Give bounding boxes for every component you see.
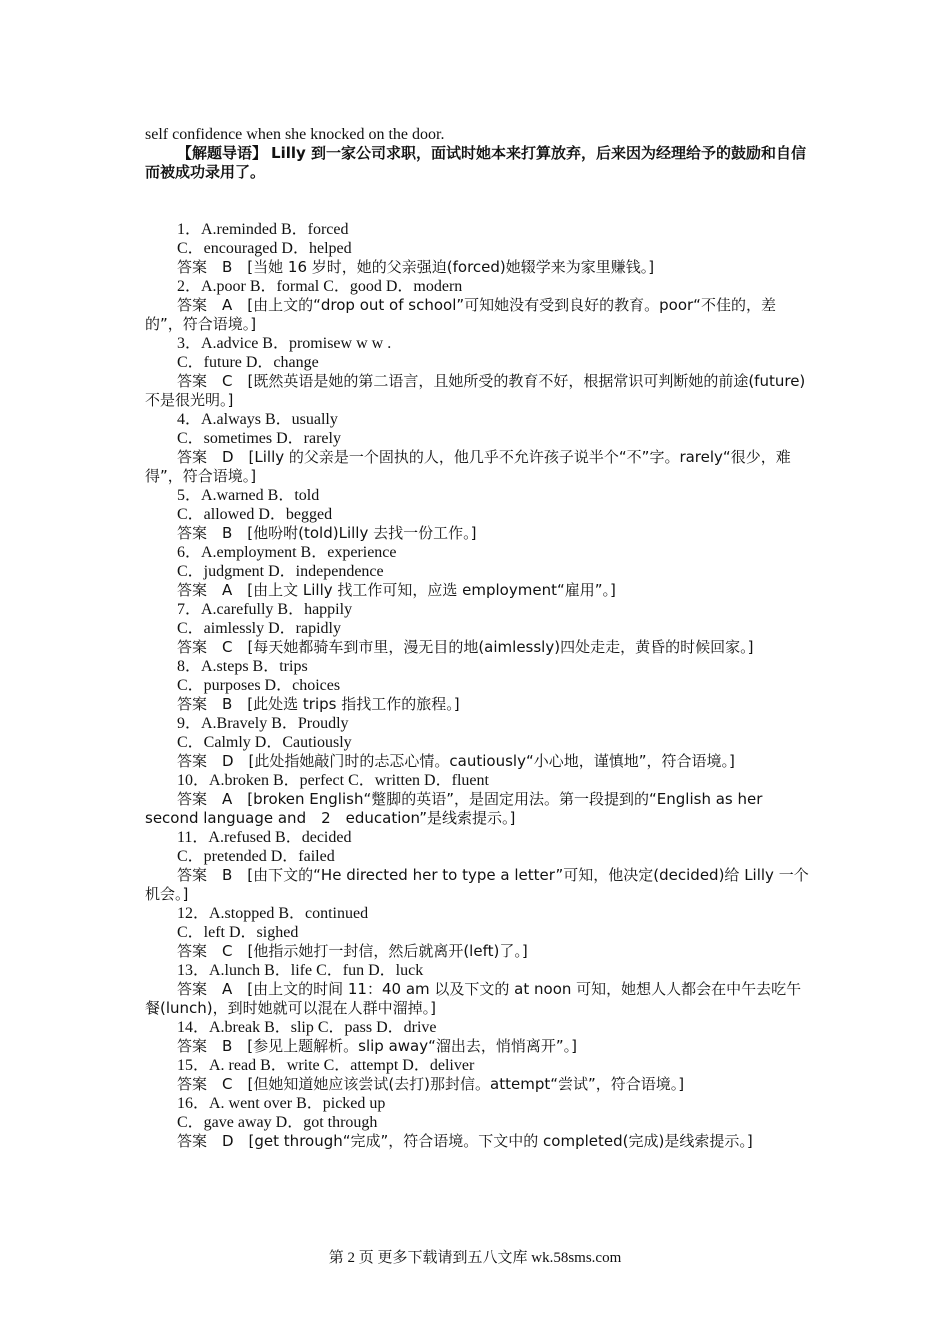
question-item (145, 771, 810, 828)
question-item (145, 334, 810, 410)
question-options: C．aimlessly D．rapidly (177, 620, 341, 637)
question-item (145, 904, 810, 961)
question-options: 3．A.advice B．promisew w w . (177, 335, 392, 352)
question-options: 14．A.break B．slip C．pass D．drive (177, 1019, 437, 1036)
question-item (145, 828, 810, 904)
question-item (145, 714, 810, 771)
guide-text: Lilly 到一家公司求职，面试时她本来打算放弃，后来因为经理给予的鼓励和自信而被成功录用了。 (145, 144, 807, 181)
question-item (145, 220, 810, 277)
question-list (145, 220, 810, 1151)
answer-explanation: 答案 B [他吩咐(told)Lilly 去找一份工作。] (177, 524, 477, 542)
question-options: 8．A.steps B．trips (177, 658, 308, 675)
answer-explanation: 答案 C [但她知道她应该尝试(去打)那封信。attempt“尝试”，符合语境。] (177, 1075, 685, 1093)
document-content (145, 125, 810, 1151)
spacer (145, 182, 810, 220)
answer-explanation: 答案 A [broken English“蹩脚的英语”，是固定用法。第一段提到的“English as her second language and 2 education”是线索提示。] (145, 790, 763, 827)
answer-explanation: 答案 B [当她 16 岁时，她的父亲强迫(forced)她辍学来为家里赚钱。] (177, 258, 655, 276)
question-options: C．pretended D．failed (177, 848, 335, 865)
question-options: 5．A.warned B．told (177, 487, 320, 504)
answer-explanation: 答案 D [此处指她敲门时的忐忑心情。cautiously“小心地，谨慎地”，符合语境。] (177, 752, 735, 770)
question-item (145, 657, 810, 714)
question-options: C．encouraged D．helped (177, 240, 352, 257)
question-options: 6．A.employment B．experience (177, 544, 397, 561)
page-footer: 第 2 页 更多下载请到五八文库 wk.58sms.com (328, 1250, 622, 1266)
answer-explanation: 答案 B [此处选 trips 指找工作的旅程。] (177, 695, 460, 713)
question-options: 12．A.stopped B．continued (177, 905, 369, 922)
question-options: 15．A. read B．write C．attempt D．deliver (177, 1057, 475, 1074)
question-options: C．judgment D．independence (177, 563, 384, 580)
question-item (145, 1018, 810, 1056)
question-options: C．sometimes D．rarely (177, 430, 341, 447)
question-options: 2．A.poor B．formal C．good D．modern (177, 278, 463, 295)
answer-explanation: 答案 C [既然英语是她的第二语言，且她所受的教育不好，根据常识可判断她的前途(future)不是很光明。] (145, 372, 806, 409)
answer-explanation: 答案 C [他指示她打一封信，然后就离开(left)了。] (177, 942, 528, 960)
answer-explanation: 答案 C [每天她都骑车到市里，漫无目的地(aimlessly)四处走走，黄昏的时候回家。] (177, 638, 754, 656)
answer-explanation: 答案 D [get through“完成”，符合语境。下文中的 completed(完成)是线索提示。] (177, 1132, 753, 1150)
question-options: C．gave away D．got through (177, 1114, 378, 1131)
question-options: 1．A.reminded B．forced (177, 221, 349, 238)
question-item (145, 410, 810, 486)
answer-explanation: 答案 A [由上文的“drop out of school”可知她没有受到良好的教育。poor“不佳的，差的”，符合语境。] (145, 296, 776, 333)
answer-explanation: 答案 B [由下文的“He directed her to type a letter”可知，他决定(decided)给 Lilly 一个机会。] (145, 866, 809, 903)
question-options: 13．A.lunch B．life C．fun D．luck (177, 962, 424, 979)
guide-paragraph (145, 144, 810, 182)
question-item (145, 600, 810, 657)
question-options: 11．A.refused B．decided (177, 829, 352, 846)
question-options: 4．A.always B．usually (177, 411, 338, 428)
question-options: C．future D．change (177, 354, 319, 371)
question-options: 7．A.carefully B．happily (177, 601, 353, 618)
question-options: 16．A. went over B．picked up (177, 1095, 386, 1112)
answer-explanation: 答案 A [由上文的时间 11：40 am 以及下文的 at noon 可知，她想人人都会在中午去吃午餐(lunch)，到时她就可以混在人群中溜掉。] (145, 980, 802, 1017)
intro-line: self confidence when she knocked on the door. (145, 126, 445, 143)
question-options: C．left D．sighed (177, 924, 299, 941)
guide-label: 【解题导语】 (177, 144, 268, 162)
question-options: C．purposes D．choices (177, 677, 341, 694)
question-options: C．Calmly D．Cautiously (177, 734, 352, 751)
question-item (145, 1056, 810, 1094)
answer-explanation: 答案 D [Lilly 的父亲是一个固执的人，他几乎不允许孩子说半个“不”字。rarely“很少，难得”，符合语境。] (145, 448, 791, 485)
answer-explanation: 答案 A [由上文 Lilly 找工作可知，应选 employment“雇用”。] (177, 581, 616, 599)
question-options: 10．A.broken B．perfect C．written D．fluent (177, 772, 489, 789)
question-item (145, 1094, 810, 1151)
question-item (145, 277, 810, 334)
question-item (145, 486, 810, 543)
answer-explanation: 答案 B [参见上题解析。slip away“溜出去，悄悄离开”。] (177, 1037, 578, 1055)
question-item (145, 961, 810, 1018)
question-options: C．allowed D．begged (177, 506, 333, 523)
question-item (145, 543, 810, 600)
question-options: 9．A.Bravely B．Proudly (177, 715, 349, 732)
